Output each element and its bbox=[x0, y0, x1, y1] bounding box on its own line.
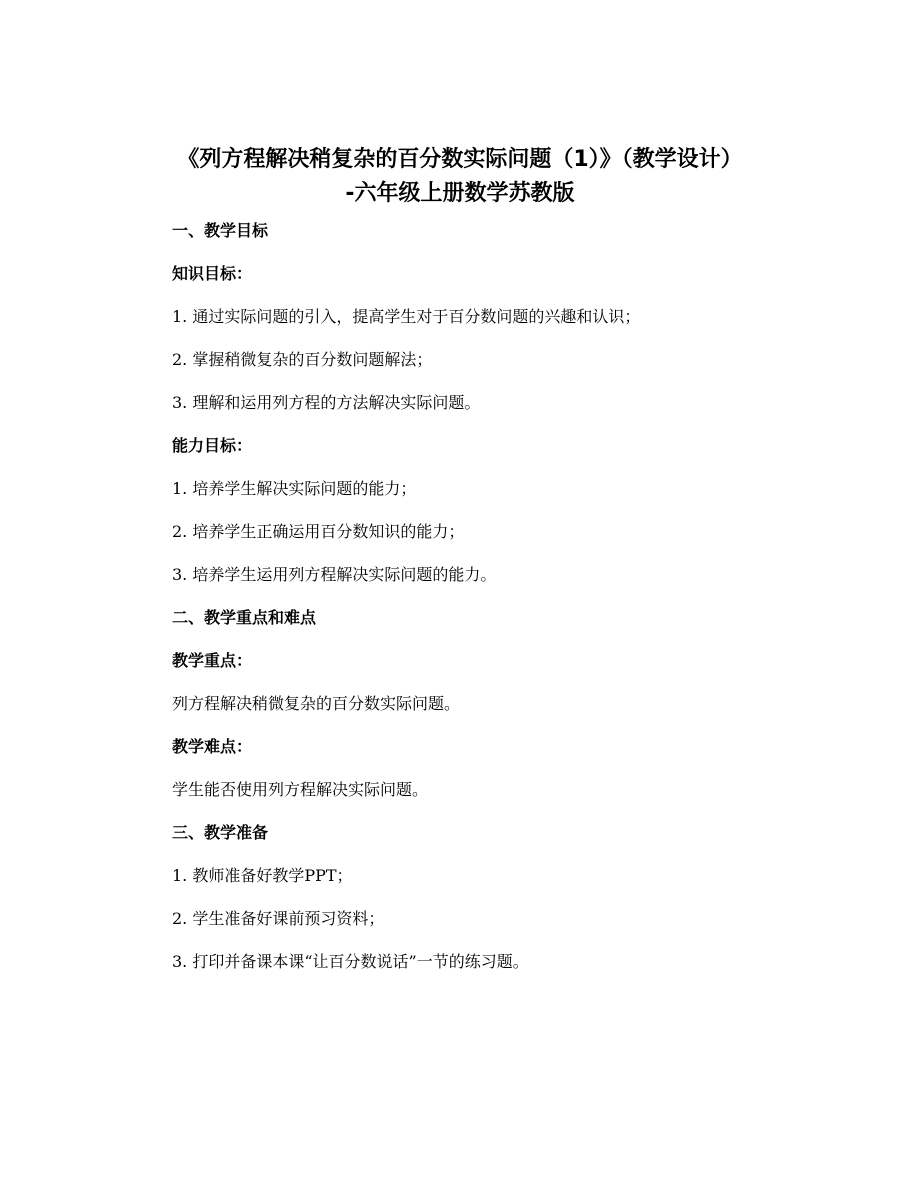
ability-item: 2. 培养学生正确运用百分数知识的能力； bbox=[172, 522, 465, 541]
difficult-points-text: 学生能否使用列方程解决实际问题。 bbox=[172, 780, 429, 799]
knowledge-item: 1. 通过实际问题的引入，提高学生对于百分数问题的兴趣和认识； bbox=[172, 307, 641, 326]
preparation-item: 3. 打印并备课本课“让百分数说话”一节的练习题。 bbox=[172, 952, 529, 971]
section-heading-preparation: 三、教学准备 bbox=[172, 823, 269, 842]
ability-item: 1. 培养学生解决实际问题的能力； bbox=[172, 479, 417, 498]
subheading-knowledge-objectives: 知识目标： bbox=[172, 264, 253, 283]
document-title-line-1: 《列方程解决稍复杂的百分数实际问题（1）》（教学设计） bbox=[177, 147, 743, 172]
subheading-difficult-points: 教学难点： bbox=[172, 737, 253, 756]
ability-item: 3. 培养学生运用列方程解决实际问题的能力。 bbox=[172, 565, 497, 584]
knowledge-item: 3. 理解和运用列方程的方法解决实际问题。 bbox=[172, 393, 481, 412]
preparation-item: 2. 学生准备好课前预习资料； bbox=[172, 909, 385, 928]
document-title-line-2: -六年级上册数学苏教版 bbox=[345, 181, 575, 206]
subheading-ability-objectives: 能力目标： bbox=[172, 436, 253, 455]
subheading-key-points: 教学重点： bbox=[172, 651, 253, 670]
knowledge-item: 2. 掌握稍微复杂的百分数问题解法； bbox=[172, 350, 433, 369]
preparation-item: 1. 教师准备好教学PPT； bbox=[172, 866, 353, 885]
key-points-text: 列方程解决稍微复杂的百分数实际问题。 bbox=[172, 694, 461, 713]
section-heading-objectives: 一、教学目标 bbox=[172, 221, 269, 240]
section-heading-key-difficult: 二、教学重点和难点 bbox=[172, 608, 317, 627]
